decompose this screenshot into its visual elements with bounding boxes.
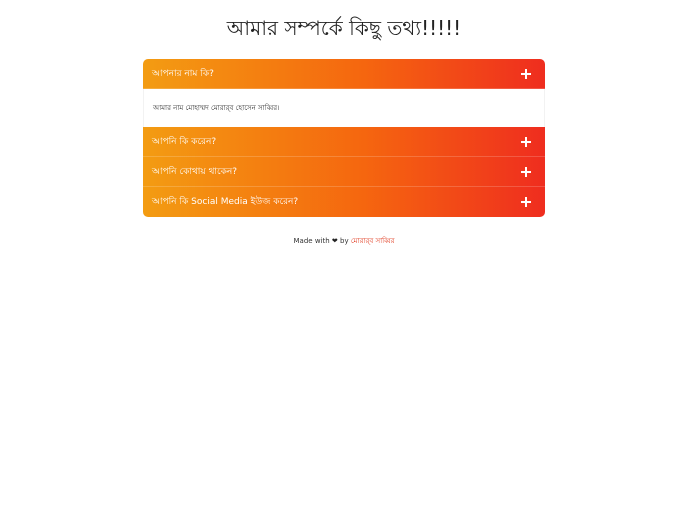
page-title: আমার সম্পর্কে কিছু তথ্য!!!!! [226,16,462,40]
accordion-question: আপনি কোথায় থাকেন? [152,167,238,177]
author-link[interactable]: মোরার্‌ব সাব্বির [350,237,395,245]
accordion-header-location[interactable] [143,157,545,187]
accordion-header-social-media[interactable] [143,187,545,217]
accordion-question: আপনি কি করেন? [152,137,217,147]
faq-accordion [143,59,545,217]
accordion-header-work[interactable] [143,127,545,157]
accordion-answer-panel [143,89,545,127]
footer-by: by [340,237,349,245]
footer [0,236,688,246]
plus-icon[interactable] [520,59,532,89]
accordion-question: আপনার নাম কি? [152,69,214,79]
plus-icon[interactable] [520,187,532,217]
accordion-header-name[interactable] [143,59,545,89]
plus-icon[interactable] [520,127,532,157]
heart-icon: ❤ [331,237,338,245]
plus-icon[interactable] [520,157,532,187]
footer-made-with: Made with [293,237,330,245]
accordion-question: আপনি কি Social Media ইউজ করেন? [152,197,299,207]
accordion-answer: আমার নাম মোহাম্মদ মোরার্‌ব হোসেন সাব্বির। [153,104,280,112]
